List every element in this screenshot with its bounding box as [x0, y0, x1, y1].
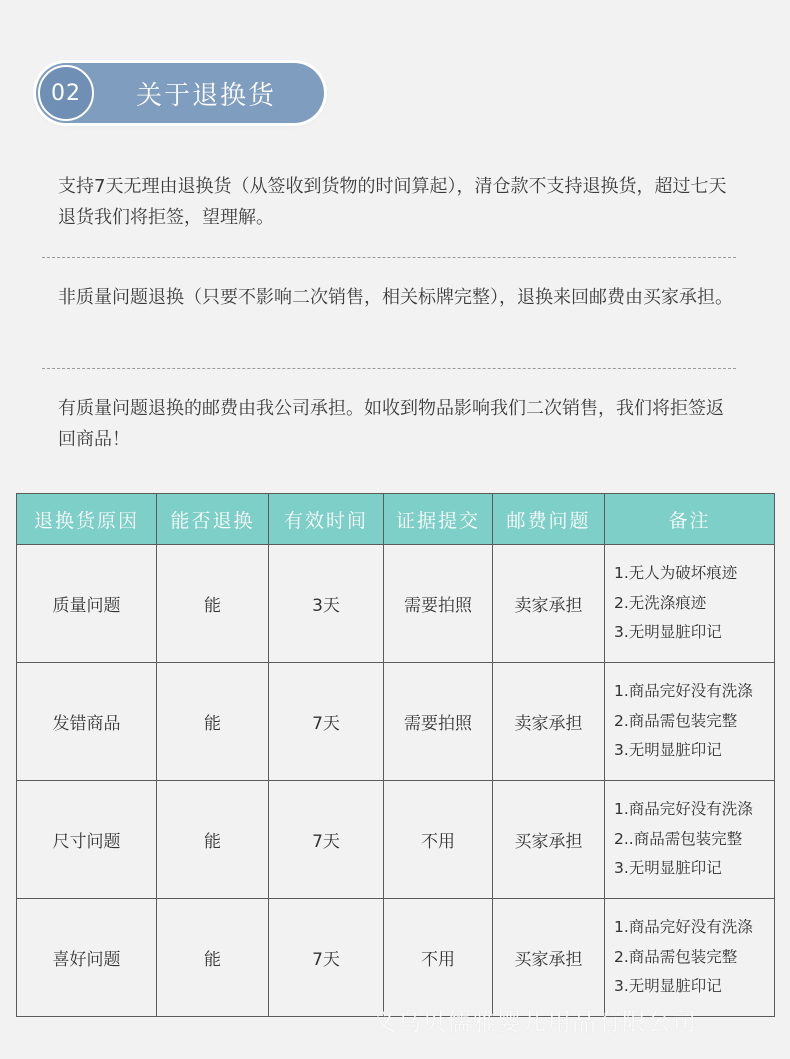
- note-line: 1.商品完好没有洗涤: [614, 682, 753, 701]
- cell-valid-time: 7天: [269, 899, 384, 1017]
- note-line: 3.无明显脏印记: [614, 741, 722, 760]
- cell-notes: [605, 663, 775, 781]
- policy-paragraph-2: 非质量问题退换（只要不影响二次销售，相关标牌完整），退换来回邮费由买家承担。: [58, 287, 733, 308]
- cell-reason: 质量问题: [17, 545, 157, 663]
- header-reason: 退换货原因: [17, 494, 157, 545]
- header-postage: 邮费问题: [493, 494, 605, 545]
- table-row: [17, 545, 775, 663]
- note-line: 2.商品需包装完整: [614, 711, 738, 730]
- header-valid-time: 有效时间: [269, 494, 384, 545]
- table-row: [17, 781, 775, 899]
- cell-evidence: 不用: [384, 781, 493, 899]
- cell-reason: 发错商品: [17, 663, 157, 781]
- note-line: 2..商品需包装完整: [614, 829, 743, 848]
- cell-returnable: 能: [157, 545, 269, 663]
- cell-evidence: 需要拍照: [384, 545, 493, 663]
- table-header-row: [17, 494, 775, 545]
- cell-valid-time: 7天: [269, 781, 384, 899]
- return-policy-table: [16, 493, 775, 1017]
- cell-postage: 买家承担: [493, 899, 605, 1017]
- section-number-badge: 02: [38, 65, 94, 121]
- cell-notes: [605, 781, 775, 899]
- cell-returnable: 能: [157, 899, 269, 1017]
- cell-valid-time: 3天: [269, 545, 384, 663]
- cell-postage: 买家承担: [493, 781, 605, 899]
- cell-postage: 卖家承担: [493, 663, 605, 781]
- header-notes: 备注: [605, 494, 775, 545]
- cell-returnable: 能: [157, 663, 269, 781]
- note-line: 3.无明显脏印记: [614, 859, 722, 878]
- note-line: 1.商品完好没有洗涤: [614, 800, 753, 819]
- cell-postage: 卖家承担: [493, 545, 605, 663]
- cell-notes: [605, 545, 775, 663]
- section-title: 关于退换货: [136, 80, 277, 111]
- cell-evidence: 需要拍照: [384, 663, 493, 781]
- header-evidence: 证据提交: [384, 494, 493, 545]
- company-watermark: 义乌贝儒雅婴儿用品有限公司: [372, 1008, 697, 1036]
- table-row: [17, 899, 775, 1017]
- policy-paragraph-3: 有质量问题退换的邮费由我公司承担。如收到物品影响我们二次销售，我们将拒签返回商品！: [58, 398, 724, 450]
- dashed-divider-2: [42, 368, 736, 369]
- note-line: 3.无明显脏印记: [614, 977, 722, 996]
- cell-reason: 喜好问题: [17, 899, 157, 1017]
- note-line: 2.无洗涤痕迹: [614, 593, 707, 612]
- cell-valid-time: 7天: [269, 663, 384, 781]
- cell-returnable: 能: [157, 781, 269, 899]
- header-returnable: 能否退换: [157, 494, 269, 545]
- note-line: 3.无明显脏印记: [614, 623, 722, 642]
- dashed-divider-1: [42, 257, 736, 258]
- policy-paragraph-1: 支持7天无理由退换货（从签收到货物的时间算起），清仓款不支持退换货，超过七天退货我们将拒签，望理解。: [58, 176, 727, 228]
- cell-notes: [605, 899, 775, 1017]
- table-row: [17, 663, 775, 781]
- note-line: 1.商品完好没有洗涤: [614, 918, 753, 937]
- cell-reason: 尺寸问题: [17, 781, 157, 899]
- note-line: 1.无人为破坏痕迹: [614, 564, 738, 583]
- note-line: 2.商品需包装完整: [614, 947, 738, 966]
- cell-evidence: 不用: [384, 899, 493, 1017]
- section-header: [36, 63, 326, 125]
